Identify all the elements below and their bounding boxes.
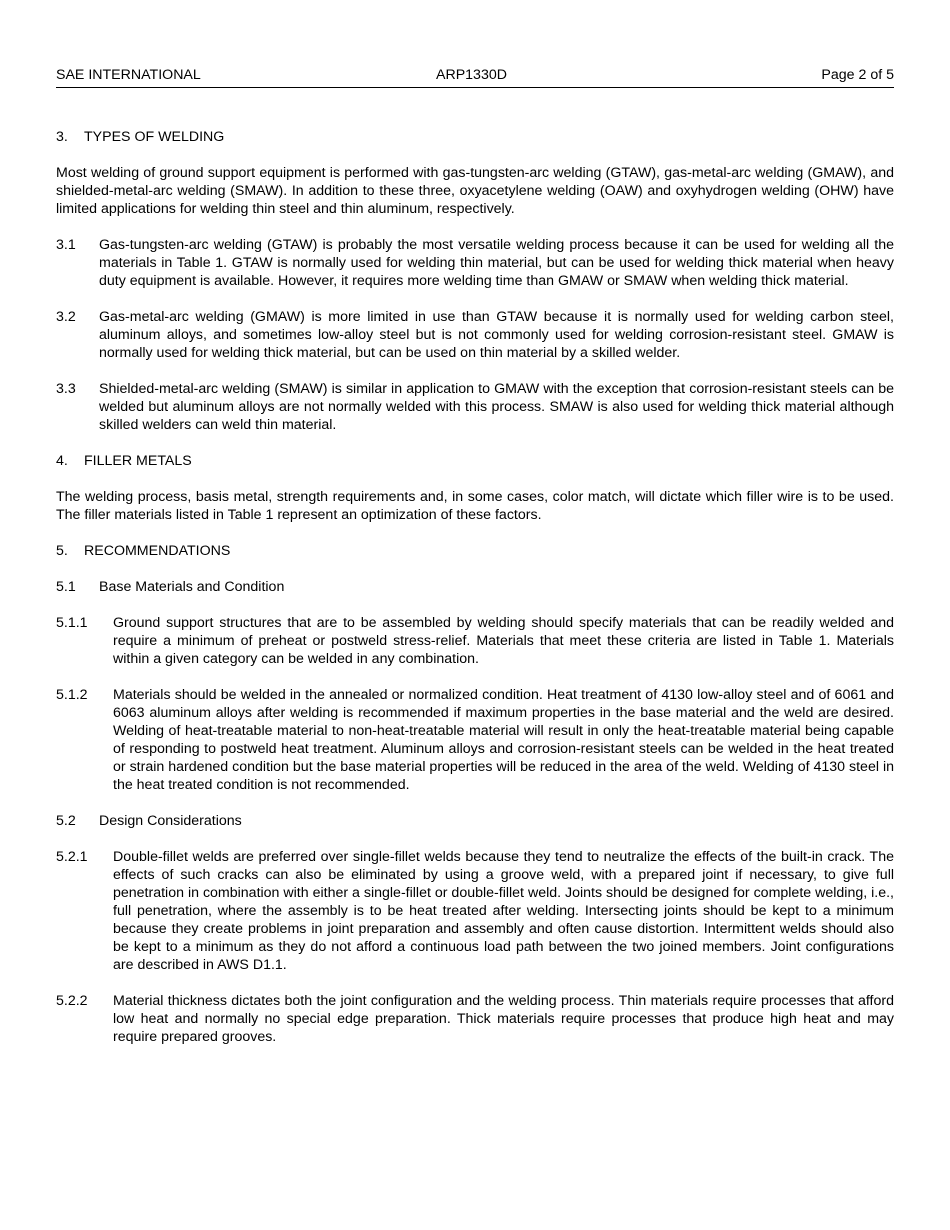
section-number: 3. (56, 129, 68, 145)
section-5-1-2 (56, 686, 894, 794)
section-title: RECOMMENDATIONS (84, 543, 231, 559)
section-number: 4. (56, 453, 68, 469)
section-title: FILLER METALS (84, 453, 192, 469)
section-number: 5. (56, 543, 68, 559)
section-3-1 (56, 236, 894, 290)
section-5-2-2 (56, 992, 894, 1046)
item-number: 3.1 (56, 237, 76, 253)
section-title: Base Materials and Condition (99, 579, 285, 595)
header-page-number: Page 2 of 5 (821, 67, 894, 83)
item-text: Gas-tungsten-arc welding (GTAW) is probably the most versatile welding process because it can be used for welding all the materials in Table 1. GTAW is normally used for welding thin material, but can be used for welding thick material when heavy duty equipment is available. However, it requires more welding time than GMAW or SMAW when welding thick material. (99, 237, 894, 289)
section-5-heading (56, 542, 894, 560)
document-body (56, 128, 894, 1064)
item-text: Gas-metal-arc welding (GMAW) is more limited in use than GTAW because it is normally used for welding carbon steel, aluminum alloys, and sometimes low-alloy steel but is not commonly used for welding corrosion-resistant steel. GMAW is normally used for welding thick material, but can be used on thin material by a skilled welder. (99, 309, 894, 361)
section-3-2 (56, 308, 894, 362)
item-text: Ground support structures that are to be assembled by welding should specify materials that can be readily welded and require a minimum of preheat or postweld stress-relief. Materials that meet these criteria are listed in Table 1. Materials within a given category can be welded in any combination. (113, 615, 894, 667)
item-number: 3.2 (56, 309, 76, 325)
section-number: 5.1 (56, 579, 76, 595)
item-text: Materials should be welded in the annealed or normalized condition. Heat treatment of 4130 low-alloy steel and of 6061 and 6063 aluminum alloys after welding is recommended if maximum properties in the base material and the weld are desired. Welding of heat-treatable material to non-heat-treatable material will result in only the heat-treatable material being capable of responding to postweld heat treatment. Aluminum alloys and corrosion-resistant steels can be welded in the heat treated or strain hardened condition but the base material properties will be reduced in the area of the weld. Welding of 4130 steel in the heat treated condition is not recommended. (113, 687, 894, 793)
item-number: 5.2.1 (56, 849, 88, 865)
page-header (56, 66, 894, 88)
section-title: Design Considerations (99, 813, 242, 829)
section-3-3 (56, 380, 894, 434)
item-number: 5.2.2 (56, 993, 88, 1009)
header-document-id: ARP1330D (436, 67, 507, 83)
section-4-heading (56, 452, 894, 470)
section-5-2-heading (56, 812, 894, 830)
item-number: 5.1.1 (56, 615, 88, 631)
section-3-intro: Most welding of ground support equipment is performed with gas-tungsten-arc welding (GTAW), gas-metal-arc welding (GMAW), and shielded-metal-arc welding (SMAW). In addition to these three, oxyacetylene welding (OAW) and oxyhydrogen welding (OHW) have limited applications for welding thin steel and thin aluminum, respectively. (56, 165, 894, 217)
item-text: Shielded-metal-arc welding (SMAW) is similar in application to GMAW with the exception that corrosion-resistant steels can be welded but aluminum alloys are not normally welded with this process. SMAW is also used for welding thick material although skilled welders can weld thin material. (99, 381, 894, 433)
section-3-heading (56, 128, 894, 146)
section-5-2-1 (56, 848, 894, 974)
item-text: Double-fillet welds are preferred over single-fillet welds because they tend to neutralize the effects of the built-in crack. The effects of such cracks can also be eliminated by using a groove weld, with a prepared joint if necessary, to give full penetration in combination with either a single-fillet or double-fillet weld. Joints should be designed for complete welding, i.e., full penetration, where the assembly is to be heat treated after welding. Intersecting joints should be kept to a minimum because they create problems in joint preparation and assembly and often cause distortion. Intermittent welds should also be kept to a minimum as they do not afford a continuous load path between the two joined members. Joint configurations are described in AWS D1.1. (113, 849, 894, 973)
item-text: Material thickness dictates both the joint configuration and the welding process. Thin materials require processes that afford low heat and normally no special edge preparation. Thick materials require processes that produce high heat and may require prepared grooves. (113, 993, 894, 1045)
item-number: 3.3 (56, 381, 76, 397)
section-title: TYPES OF WELDING (84, 129, 225, 145)
section-5-1-heading (56, 578, 894, 596)
header-organization: SAE INTERNATIONAL (56, 67, 201, 83)
section-number: 5.2 (56, 813, 76, 829)
item-number: 5.1.2 (56, 687, 88, 703)
section-4-text: The welding process, basis metal, strength requirements and, in some cases, color match, will dictate which filler wire is to be used. The filler materials listed in Table 1 represent an optimization of these factors. (56, 489, 894, 523)
section-5-1-1 (56, 614, 894, 668)
